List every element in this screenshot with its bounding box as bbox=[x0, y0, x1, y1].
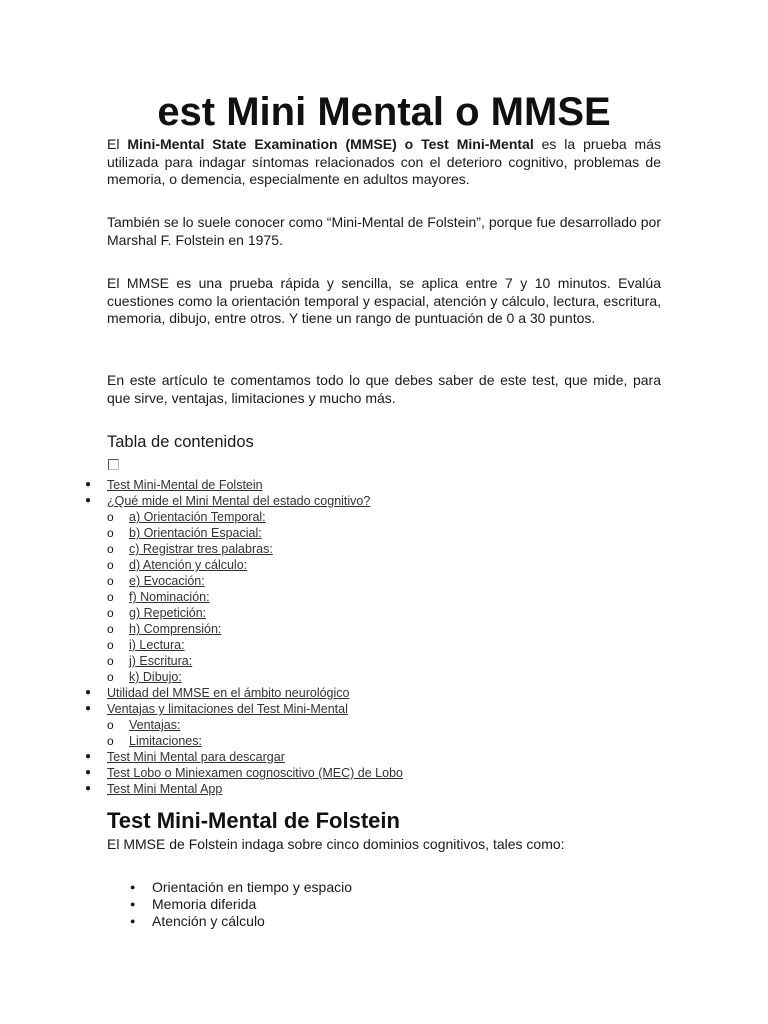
toc-bullet: ● bbox=[85, 751, 92, 762]
toc-link[interactable]: ¿Qué mide el Mini Mental del estado cognitivo? bbox=[107, 494, 371, 508]
intro-paragraph-1 bbox=[107, 136, 661, 189]
toc-sub-link[interactable]: f) Nominación: bbox=[129, 590, 210, 604]
toc-sub-bullet: o bbox=[107, 542, 114, 556]
toc-sub-bullet: o bbox=[107, 638, 114, 652]
intro-p1-rest: es la prueba más utilizada para indagar síntomas relacionados con el deterioro cognitivo, problemas de memoria, o demencia, especialmente en adultos mayores. bbox=[107, 136, 661, 187]
toc-sub-link[interactable]: h) Comprensión: bbox=[129, 622, 222, 636]
toc-link[interactable]: Test Mini Mental para descargar bbox=[107, 750, 285, 764]
toc-sub-bullet: o bbox=[107, 718, 114, 732]
domain-bullet: ● bbox=[130, 916, 136, 926]
intro-p1-prefix: El bbox=[107, 136, 128, 152]
toc-sub-link[interactable]: Limitaciones: bbox=[129, 734, 202, 748]
toc-sub-bullet: o bbox=[107, 558, 114, 572]
toc-link[interactable]: Utilidad del MMSE en el ámbito neurológico bbox=[107, 686, 350, 700]
toc-link[interactable]: Test Mini Mental App bbox=[107, 782, 223, 796]
intro-paragraph-2: También se lo suele conocer como “Mini-Mental de Folstein”, porque fue desarrollado por Marshal F. Folstein en 1975. bbox=[107, 214, 661, 248]
toc-sub-link[interactable]: i) Lectura: bbox=[129, 638, 185, 652]
intro-paragraph-4: En este artículo te comentamos todo lo que debes saber de este test, que mide, para que sirve, ventajas, limitaciones y mucho más. bbox=[107, 372, 661, 406]
toc-link[interactable]: Test Lobo o Miniexamen cognoscitivo (MEC) de Lobo bbox=[107, 766, 403, 780]
toc-sub-bullet: o bbox=[107, 606, 114, 620]
toc-toggle-checkbox[interactable] bbox=[108, 459, 119, 470]
toc-bullet: ● bbox=[85, 767, 92, 778]
toc-bullet: ● bbox=[85, 687, 92, 698]
toc-title: Tabla de contenidos bbox=[107, 433, 254, 451]
toc-sub-link[interactable]: Ventajas: bbox=[129, 718, 181, 732]
toc-sub-bullet: o bbox=[107, 670, 114, 684]
intro-paragraph-3: El MMSE es una prueba rápida y sencilla, se aplica entre 7 y 10 minutos. Evalúa cuestiones como la orientación temporal y espacial, atención y cálculo, lectura, escritura, memoria, dibujo, entre otros. Y tiene un rango de puntuación de 0 a 30 puntos. bbox=[107, 275, 661, 326]
toc-sub-link[interactable]: c) Registrar tres palabras: bbox=[129, 542, 273, 556]
toc-bullet: ● bbox=[85, 479, 92, 490]
toc-sub-link[interactable]: b) Orientación Espacial: bbox=[129, 526, 262, 540]
domain-item: Atención y cálculo bbox=[152, 913, 265, 929]
toc-sub-bullet: o bbox=[107, 526, 114, 540]
toc-bullet: ● bbox=[85, 703, 92, 714]
domain-bullet: ● bbox=[130, 899, 136, 909]
toc-sub-bullet: o bbox=[107, 654, 114, 668]
domain-bullet: ● bbox=[130, 882, 136, 892]
toc-bullet: ● bbox=[85, 783, 92, 794]
toc-sub-bullet: o bbox=[107, 734, 114, 748]
toc-sub-bullet: o bbox=[107, 590, 114, 604]
domain-item: Memoria diferida bbox=[152, 896, 257, 912]
page-title: est Mini Mental o MMSE bbox=[157, 90, 611, 134]
toc-sub-link[interactable]: g) Repetición: bbox=[129, 606, 207, 620]
toc-link[interactable]: Test Mini-Mental de Folstein bbox=[107, 478, 263, 492]
toc-sub-link[interactable]: a) Orientación Temporal: bbox=[129, 510, 266, 524]
toc-sub-bullet: o bbox=[107, 622, 114, 636]
toc-sub-link[interactable]: j) Escritura: bbox=[129, 654, 193, 668]
toc-sub-link[interactable]: e) Evocación: bbox=[129, 574, 205, 588]
section-heading: Test Mini-Mental de Folstein bbox=[107, 808, 400, 833]
toc-sub-bullet: o bbox=[107, 510, 114, 524]
intro-p1-bold: Mini-Mental State Examination (MMSE) o Test Mini-Mental bbox=[127, 136, 534, 152]
toc-sub-link[interactable]: d) Atención y cálculo: bbox=[129, 558, 248, 572]
toc-bullet: ● bbox=[85, 495, 92, 506]
toc-sub-link[interactable]: k) Dibujo: bbox=[129, 670, 182, 684]
toc-sub-bullet: o bbox=[107, 574, 114, 588]
toc-link[interactable]: Ventajas y limitaciones del Test Mini-Mental bbox=[107, 702, 348, 716]
domain-item: Orientación en tiempo y espacio bbox=[152, 879, 352, 895]
section-intro-text: El MMSE de Folstein indaga sobre cinco dominios cognitivos, tales como: bbox=[107, 836, 565, 852]
